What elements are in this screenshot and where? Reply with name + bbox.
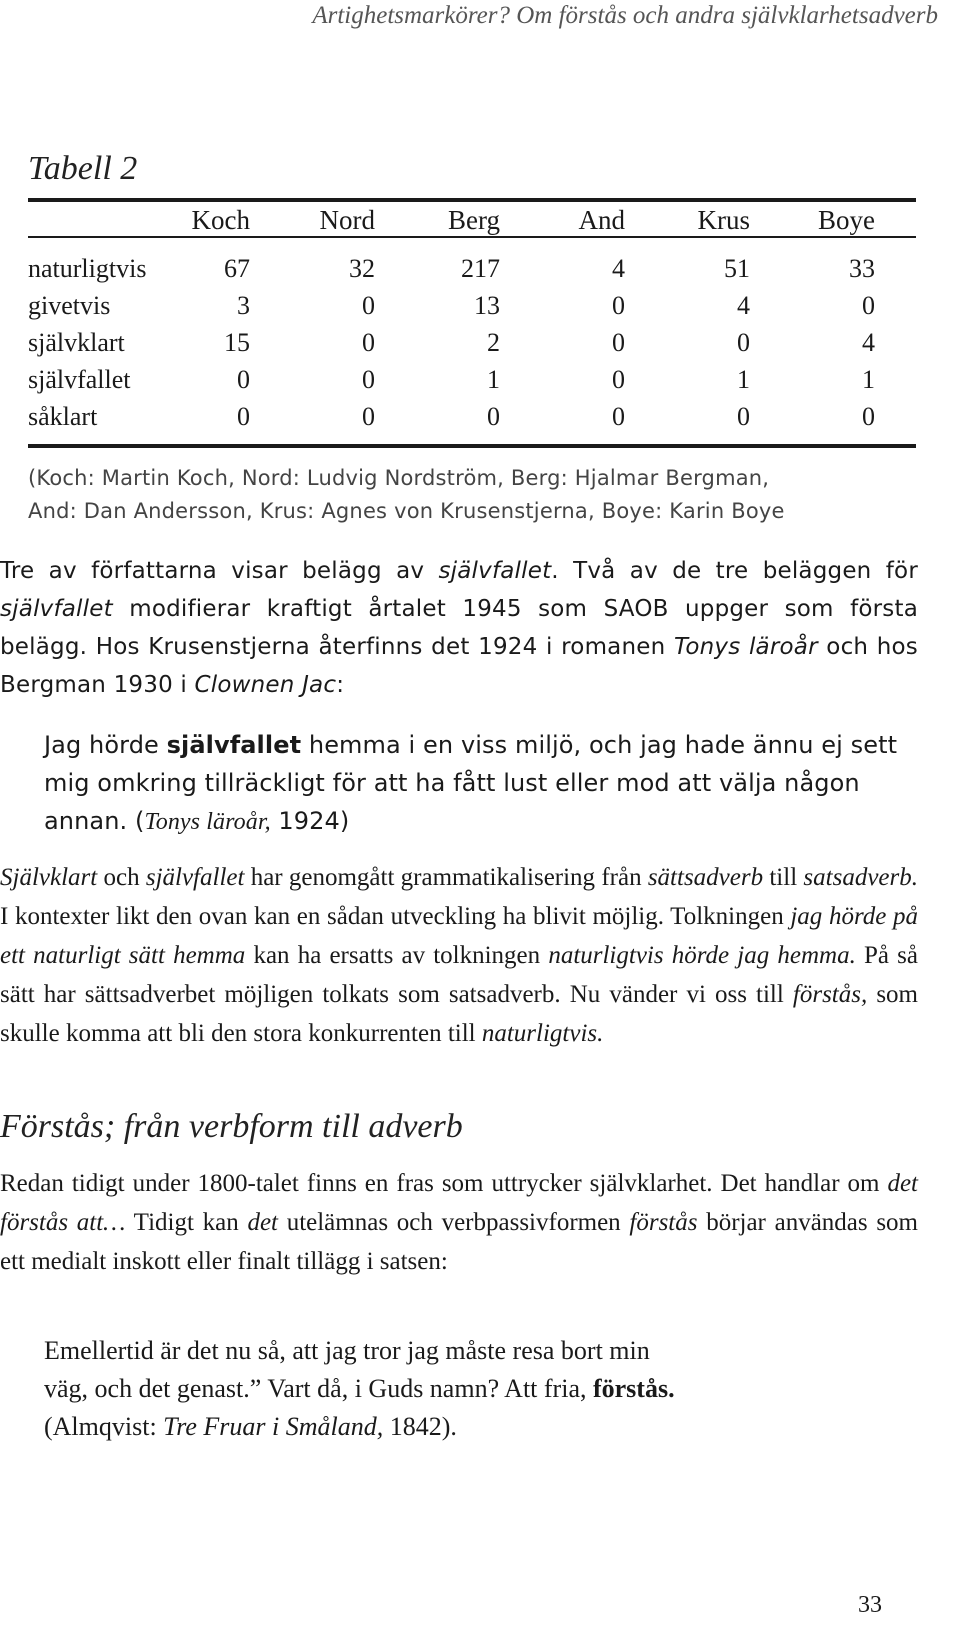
table-cell: 0	[237, 402, 250, 431]
text: modifierar kraftigt årtalet 1945 som SAOB uppger som första belägg. Hos Krusenstjerna återfinns det 1924 i romanen	[0, 596, 918, 660]
text: Redan tidigt under 1800-talet finns en fras som uttrycker självklarhet. Det handlar om	[0, 1170, 888, 1197]
emphasis: förstås,	[792, 981, 868, 1008]
table-cell: 3	[237, 291, 250, 320]
table-row	[0, 328, 960, 366]
text: Tre av författarna visar belägg av	[0, 558, 439, 584]
emphasis: satsadverb.	[803, 864, 918, 891]
column-header: Berg	[448, 205, 500, 235]
emphasis: Clownen Jac	[194, 672, 337, 698]
bold-term: förstås.	[592, 1374, 675, 1403]
table-cell: 0	[612, 365, 625, 394]
emphasis: självfallet	[145, 864, 245, 891]
table-cell: 0	[237, 365, 250, 394]
page-number: 33	[858, 1592, 882, 1618]
column-header: Koch	[191, 205, 250, 235]
table-note-line: (Koch: Martin Koch, Nord: Ludvig Nordström, Berg: Hjalmar Bergman,	[28, 466, 770, 490]
row-label: naturligtvis	[28, 254, 147, 283]
table-cell: 0	[612, 402, 625, 431]
quote-line: Emellertid är det nu så, att jag tror jag måste resa bort min	[44, 1336, 650, 1365]
table-cell: 0	[737, 328, 750, 357]
text: hemma i en viss miljö, och jag hade ännu ej sett mig omkring tillräckligt för att ha fått lust eller mod att välja någon annan. (	[44, 731, 898, 835]
table-cell: 0	[612, 291, 625, 320]
table-cell: 1	[737, 365, 750, 394]
quote-line	[44, 1370, 904, 1408]
table-cell: 4	[612, 254, 625, 283]
table-cell: 51	[724, 254, 750, 283]
section-heading: Förstås; från verbform till adverb	[0, 1108, 463, 1145]
text: väg, och det genast.” Vart då, i Guds namn? Att fria,	[44, 1374, 593, 1403]
text: och hos Bergman 1930 i	[0, 634, 918, 698]
table-row	[0, 402, 960, 440]
emphasis: Tonys läroår	[673, 634, 818, 660]
table-header-rule	[28, 236, 916, 238]
text: :	[336, 672, 345, 698]
table-cell: 0	[362, 365, 375, 394]
quote-line	[44, 1408, 904, 1446]
table-cell: 0	[737, 402, 750, 431]
paragraph-3	[0, 1164, 918, 1281]
table-note	[28, 462, 928, 528]
text: . Två av de tre beläggen för	[551, 558, 918, 584]
text: 1924)	[270, 807, 350, 835]
block-quote-2	[44, 1332, 904, 1446]
column-header: Boye	[818, 205, 875, 235]
citation-title: Tonys läroår,	[144, 809, 271, 835]
table-cell: 1	[862, 365, 875, 394]
table-cell: 0	[362, 291, 375, 320]
text: I kontexter likt den ovan kan en sådan utveckling ha blivit möjlig. Tolkningen	[0, 903, 791, 930]
table-cell: 32	[349, 254, 375, 283]
text: Tidigt kan	[125, 1209, 248, 1236]
emphasis: Självklart	[0, 864, 98, 891]
paragraph-2	[0, 858, 918, 1053]
bold-term: självfallet	[166, 731, 302, 759]
row-label: såklart	[28, 402, 98, 431]
column-header: And	[578, 205, 625, 235]
emphasis: det	[247, 1209, 278, 1236]
table-cell: 0	[612, 328, 625, 357]
table-cell: 1	[487, 365, 500, 394]
emphasis: förstås	[629, 1209, 698, 1236]
table-cell: 0	[362, 402, 375, 431]
emphasis: sättsadverb	[647, 864, 764, 891]
table-title: Tabell 2	[28, 150, 138, 187]
table-top-rule	[28, 198, 916, 202]
text: På så sätt har sättsadverbet möjligen tolkats som satsadverb. Nu vänder vi oss till	[0, 942, 918, 1008]
text: till	[763, 864, 804, 891]
table-cell: 0	[362, 328, 375, 357]
table-row	[0, 291, 960, 329]
text: som skulle komma att bli den stora konkurrenten till	[0, 981, 918, 1047]
table-cell: 15	[224, 328, 250, 357]
paragraph-1	[0, 552, 918, 704]
block-quote-1	[44, 726, 904, 841]
emphasis: självfallet	[0, 596, 113, 622]
table-cell: 0	[862, 291, 875, 320]
table-cell: 4	[737, 291, 750, 320]
table-cell: 0	[487, 402, 500, 431]
row-label: givetvis	[28, 291, 111, 320]
emphasis: det förstås att…	[0, 1170, 918, 1236]
table-row	[0, 365, 960, 403]
column-header: Nord	[319, 205, 375, 235]
running-head: Artighetsmarkörer? Om förstås och andra självklarhetsadverb	[312, 2, 938, 29]
table-cell: 2	[487, 328, 500, 357]
table-cell: 4	[862, 328, 875, 357]
table-row	[0, 254, 960, 292]
text: börjar användas som ett medialt inskott eller finalt tillägg i satsen:	[0, 1209, 918, 1275]
text: 1842).	[383, 1412, 457, 1441]
citation-title: Tre Fruar i Småland,	[163, 1412, 384, 1441]
table-bottom-rule	[28, 444, 916, 448]
table-cell: 0	[862, 402, 875, 431]
table-cell: 217	[461, 254, 500, 283]
table-cell: 13	[474, 291, 500, 320]
emphasis: naturligtvis.	[481, 1020, 604, 1047]
text: har genomgått grammatikalisering från	[244, 864, 648, 891]
text: Jag hörde	[44, 731, 167, 759]
row-label: självklart	[28, 328, 125, 357]
text: kan ha ersatts av tolkningen	[245, 942, 549, 969]
emphasis: naturligtvis hörde jag hemma.	[548, 942, 856, 969]
text: utelämnas och verbpassivformen	[277, 1209, 630, 1236]
row-label: självfallet	[28, 365, 131, 394]
text: (Almqvist:	[44, 1412, 164, 1441]
text: och	[97, 864, 146, 891]
table-cell: 33	[849, 254, 875, 283]
emphasis: självfallet	[438, 558, 552, 584]
column-header: Krus	[697, 205, 750, 235]
table-note-line: And: Dan Andersson, Krus: Agnes von Krusenstjerna, Boye: Karin Boye	[28, 499, 785, 523]
table-cell: 67	[224, 254, 250, 283]
emphasis: jag hörde på ett naturligt sätt hemma	[0, 903, 919, 969]
